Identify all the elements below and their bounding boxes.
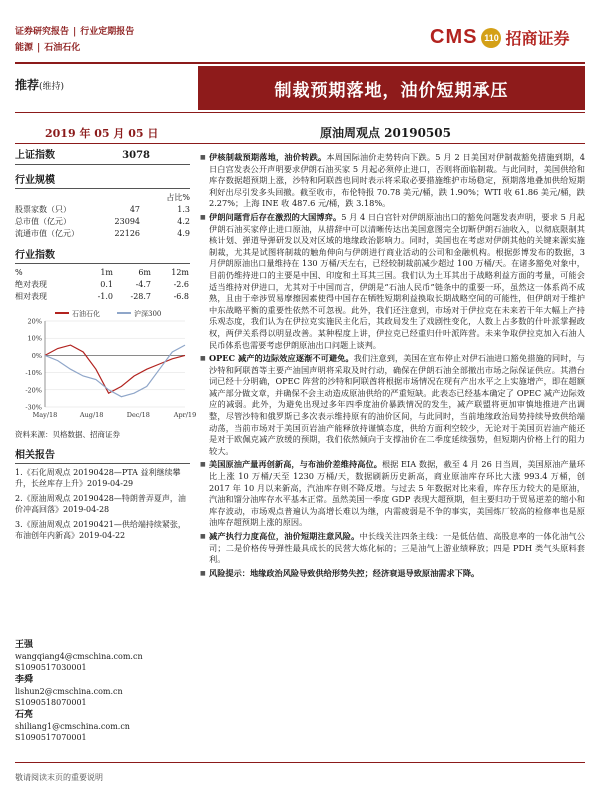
y-tick-label: 0% — [31, 351, 42, 360]
perf-name: 相对表现 — [15, 292, 47, 301]
report-category: 证券研究报告 | 行业定期报告 能源 | 石油石化 — [15, 27, 135, 53]
series-line — [45, 345, 185, 397]
body-paragraph — [200, 212, 585, 351]
x-tick-label: Aug/18 — [79, 411, 104, 419]
basic-title: 行业规模 — [15, 171, 190, 189]
subsector: 石油石化 — [44, 43, 81, 53]
perf-value: -1.0 — [97, 292, 113, 301]
analyst-email[interactable]: shiliang1@cmschina.com.cn — [15, 722, 130, 731]
analyst-block — [15, 638, 190, 743]
analyst-id: S1090518070001 — [15, 698, 87, 707]
footer-note: 敬请阅读末页的重要说明 — [15, 773, 103, 782]
basic-value: 22126 — [114, 229, 140, 238]
perf-title: 行业指数 — [15, 246, 190, 264]
perf-row — [15, 279, 190, 291]
para-text: 本周国际油价走势转向下跌。5 月 2 日美国对伊制裁豁免措施到期，4 日白宫发表公开声明要求伊朗石油买家 5 月起必须停止进口，否则将面临制裁。与此同时，美国供给和库存数据超预期上涨，沙特和阿联酋也同时表示将采取必要措施维护市场稳定，预期落地叠加供给短期利好出尽引发多头回撤。截至收市，布伦特报 70.78 美元/桶，跌 1.90%；WTI 收 61.86 美元/桶，跌 2.27%；上海 INE 收 487.6 元/桶，跌 3.18%。 — [209, 152, 585, 209]
footer-divider — [15, 762, 585, 763]
para-lead: OPEC 减产的边际效应逐渐不可避免。 — [209, 353, 354, 364]
basic-name: 股票家数（只） — [15, 205, 71, 214]
index-label: 上证指数 — [15, 150, 55, 161]
analyst-id: S1090517030001 — [15, 663, 87, 672]
perf-value: -2.6 — [173, 280, 189, 289]
legend-label: 石油石化 — [72, 310, 100, 318]
chart-source: 资料来源：贝格数据、招商证券 — [15, 430, 120, 439]
y-tick-label: -30% — [25, 403, 42, 412]
main-body — [200, 152, 585, 581]
perf-value: -6.8 — [173, 292, 189, 301]
perf-row — [15, 291, 190, 303]
para-text: 地缘政治风险导致供给形势失控；经济衰退导致原油需求下降。 — [249, 567, 480, 578]
y-tick-label: 10% — [27, 334, 42, 343]
x-tick-label: Apr/19 — [173, 411, 197, 419]
series-line — [45, 345, 185, 393]
x-tick-label: Dec/18 — [126, 411, 150, 419]
analyst-name: 石亮 — [15, 710, 34, 720]
sidebar — [15, 150, 197, 545]
chart-svg — [15, 307, 197, 427]
legend-label: 沪深300 — [134, 310, 162, 318]
para-text: 根据 EIA 数据，截至 4 月 26 日当周，美国原油产量环比上涨 10 万桶/天至 1230 万桶/天，数据刷新历史新高，商业原油库存环比大涨 993.4 万桶，创 2017 年 10 月以来新高，汽油库存则不降反增。与过去 5 年数据对比来看，库存压力较大的是原油，汽油和馏分油库存水平基本正常。虽然美国一季度 GDP 表现大超预期，但主要归功于贸易逆差的缩小和库存波动，市场观点普遍认为高增长难以为继，内需疲弱是不争的事实，美国炼厂较高的检修率也是原油库存超预期上涨的原因。 — [209, 459, 585, 528]
perf-value: 0.1 — [100, 280, 113, 289]
basic-name: 总市值（亿元） — [15, 217, 71, 226]
body-paragraph — [200, 568, 585, 580]
logo-cn: 招商证券 — [505, 29, 570, 48]
basic-col: 占比% — [166, 193, 190, 202]
body-paragraph — [200, 459, 585, 529]
page-title: 制裁预期落地，油价短期承压 — [198, 66, 585, 110]
basic-row — [15, 228, 190, 240]
rating-label: 推荐 — [15, 78, 40, 92]
basic-header — [15, 192, 190, 204]
perf-head-12m: 12m — [171, 268, 189, 277]
related-title: 相关报告 — [15, 446, 190, 464]
report-type: 证券研究报告 — [15, 27, 70, 37]
report-date: 2019 年 05 月 05 日 — [45, 127, 159, 140]
rating — [15, 76, 64, 93]
y-tick-label: 20% — [27, 317, 42, 326]
index-value: 3078 — [122, 150, 150, 161]
analyst-name: 李舜 — [15, 675, 34, 685]
x-tick-label: May/18 — [32, 411, 58, 419]
analyst-email[interactable]: wangqiang4@cmschina.com.cn — [15, 652, 143, 661]
y-tick-label: -10% — [25, 369, 42, 378]
analyst-email[interactable]: lishun2@cmschina.com.cn — [15, 687, 123, 696]
analyst-name: 王强 — [15, 640, 34, 650]
perf-header — [15, 267, 190, 279]
body-paragraph — [200, 152, 585, 210]
rating-sub: (维持) — [39, 82, 65, 92]
para-lead: 美国原油产量再创新高，与布油价差维持高位。 — [209, 459, 382, 470]
related-item[interactable]: 2.《原油周观点 20190428—特朗普弄夏声，油价冲高回落》2019-04-28 — [15, 494, 186, 514]
basic-value: 23094 — [114, 217, 140, 226]
logo-cms: CMS — [430, 26, 478, 48]
date-divider — [15, 143, 585, 144]
basic-row — [15, 216, 190, 228]
para-text: 中长线关注四条主线：一是低估值、高股息率的一体化油气公司；二是价格传导弹性最具成长的民营大炼化标的；三是油气上游业绩释放；四是 PDH 类气头原料套利。 — [209, 531, 585, 565]
related-item[interactable]: 3.《原油周观点 20190421—供给端持续紧张，布油创年内新高》2019-04-22 — [15, 520, 186, 540]
related-item[interactable]: 1.《石化周观点 20190428—PTA 益利继续攀升，长丝库存上升》2019-04-29 — [15, 468, 181, 488]
basic-row — [15, 204, 190, 216]
para-lead: 风险提示： — [209, 567, 250, 578]
para-lead: 伊核制裁预期落地，油价转跌。 — [209, 152, 327, 162]
perf-value: -28.7 — [130, 292, 151, 301]
perf-name: 绝对表现 — [15, 280, 47, 289]
body-paragraph — [200, 531, 585, 566]
header-divider — [15, 62, 585, 64]
para-lead: 伊朗问题背后存在激烈的大国博弈。 — [209, 211, 342, 222]
perf-table — [15, 279, 190, 303]
perf-head-unit: % — [15, 268, 23, 277]
logo-badge-icon: 110 — [481, 28, 501, 48]
basic-pct: 4.9 — [177, 229, 190, 238]
report-subtitle: 原油周观点 20190505 — [320, 126, 451, 140]
body-paragraph — [200, 353, 585, 457]
basic-table — [15, 204, 190, 240]
basic-name: 流通市值（亿元） — [15, 229, 79, 238]
index-chart — [15, 307, 197, 427]
report-subtype: 行业定期报告 — [80, 27, 135, 37]
sector: 能源 — [15, 43, 34, 53]
para-text: 5 月 4 日白宫针对伊朗原油出口的豁免问题发表声明，要求 5 月起伊朗石油买家停止进口原油，从措辞中可以清晰传达出美国意图完全切断伊朗石油收入，以彻底限制其核计划、弹道导弹研发以及对区域的地缘政治影响力。同时，美国也在考虑对伊朗其他的关键来源实施制裁，尤其是试图将制裁的触角伸向与伊朗进行商业活动的公司和金融机构。根据彭博发布的数据，3 月伊朗原油出口量维持在 130 万桶/天左右，已经较制裁前减少超过 100 万桶/天。在诸多豁免对象中，目前仍维持进口的主要是中国、印度和土耳其三国。我们认为土耳其出于战略利益方面的考量，可能会适当维持对伊进口，尤其对于中国而言，伊朗是“石油人民币”链条中的重要一环，虽然这一体系尚不成熟，且由于牵涉贸易摩擦因素使得中国存在牺牲短期利益换取长期战略空间的可能性，但伊朗对于维护中东战略平衡的重要性依然不可忽视。此外，我们还注意到，市场对于伊拉克在未来若干年大幅上产持乐观态度，我们认为在伊拉克实施民主化后，其政局发生了戏剧性变化，人数上占多数的什叶派掌握政权，两伊关系得以明显改善。某种程度上讲，伊拉克已经重归什叶派阵营。未来争取伊拉克加入石油人民币体系也需要考虑伊朗原油出口问题上谈判。 — [209, 211, 585, 350]
y-tick-label: -20% — [25, 386, 42, 395]
title-divider — [15, 112, 585, 113]
index-row — [15, 150, 190, 165]
para-lead: 减产执行力度高位，油价短期注意风险。 — [209, 531, 360, 541]
analyst-id: S1090517070001 — [15, 733, 87, 742]
basic-pct: 4.2 — [177, 217, 190, 226]
perf-head-1m: 1m — [100, 268, 113, 277]
brand-logo — [430, 26, 569, 49]
basic-value: 47 — [129, 205, 140, 214]
perf-value: -4.7 — [135, 280, 151, 289]
basic-pct: 1.3 — [177, 205, 190, 214]
related-list — [15, 467, 190, 541]
para-text: 我们注意到，美国在宣布停止对伊石油进口豁免措施的同时，与沙特和阿联酋等主要产油国声明将采取及时行动，确保在伊朗石油全部撤出市场之际保证供应。其潜台词已经十分明确，OPEC 阵营的沙特和阿联酋将根据市场情况在现有产出水平之上实施增产，即在超额减产部分做文章，并确保不会主动造成原油供给的严重短缺。此表态已经基本确定了 OPEC 减产边际效应的减弱。此外，为避免出现过多年四季度油价暴跌情况的发生，减产联盟将更加审慎地推进产出调整，尽管沙特和俄罗斯已多次表示维持原有的油价区间，与此同时，当前地缘政治局势持续导致供给端动荡，当前市场对于美国页岩油产能释放持谨慎态度，供给方面利空较少，无论对于美国页岩油产能还是对于欧佩克减产放缓的预期，我们依然倾向于支撑油价在二季度延续强势，但短期内价格上行的阻力较大。 — [209, 353, 585, 456]
perf-head-6m: 6m — [138, 268, 151, 277]
